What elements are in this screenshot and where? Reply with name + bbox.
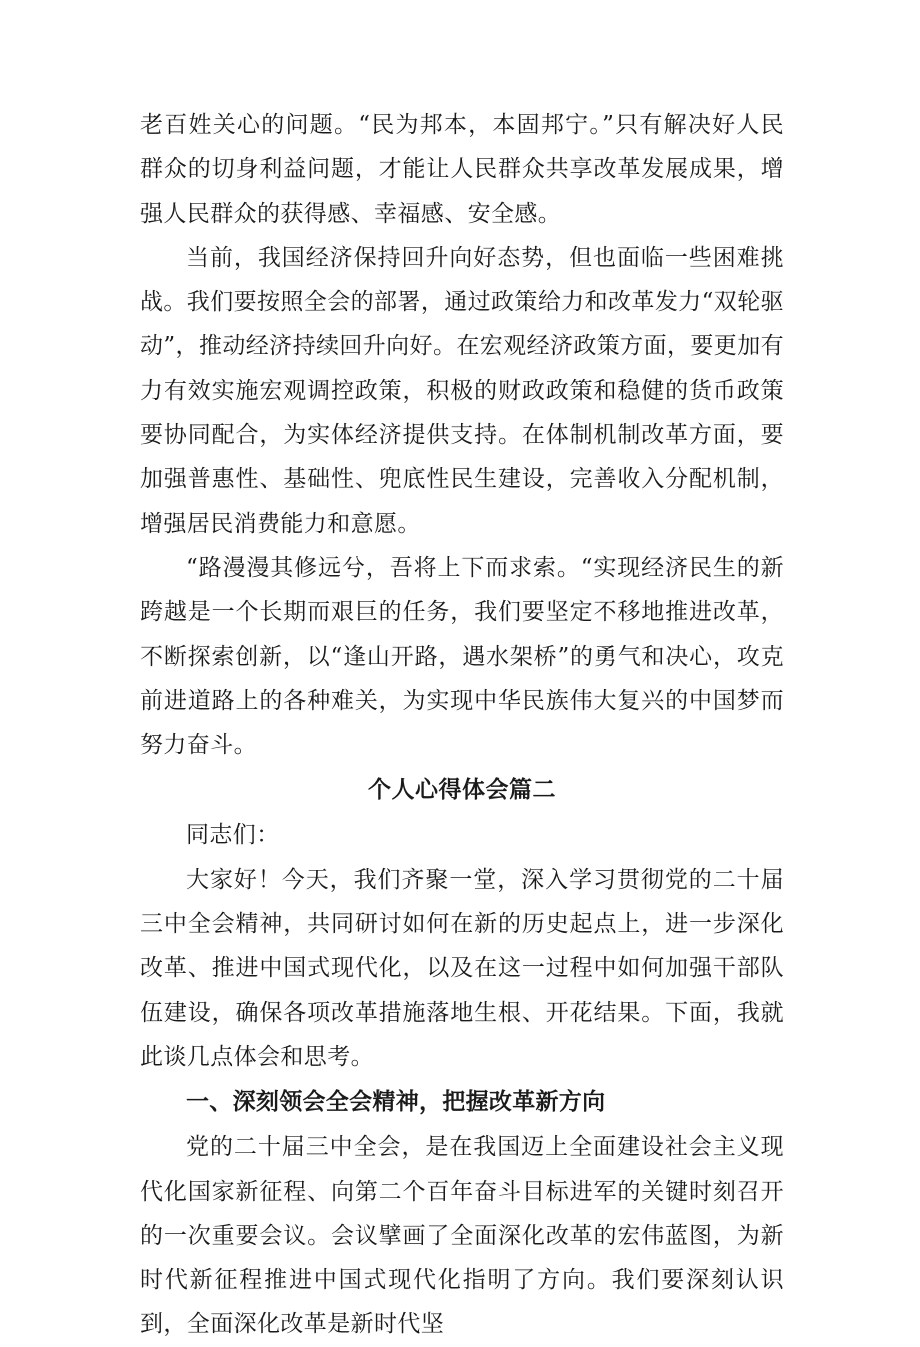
paragraph-body-1: 党的二十届三中全会，是在我国迈上全面建设社会主义现代化国家新征程、向第二个百年奋斗目标进军的关键时刻召开的一次重要会议。会议擘画了全面深化改革的宏伟蓝图，为新时代新征程推进中国式现代化指明了方向。我们要深刻认识到，全面深化改革是新时代坚: [140, 1134, 784, 1338]
paragraph-economy-recovery: 当前，我国经济保持回升向好态势，但也面临一些困难挑战。我们要按照全会的部署，通过政策给力和改革发力“双轮驱动”，推动经济持续回升向好。在宏观经济政策方面，要更加有力有效实施宏观调控政策，积极的财政政策和稳健的货币政策要协同配合，为实体经济提供支持。在体制机制改革方面，要加强普惠性、基础性、兜底性民生建设，完善收入分配机制，增强居民消费能力和意愿。: [140, 244, 784, 537]
subheading-1: 一、深刻领会全会精神，把握改革新方向: [186, 1089, 606, 1116]
salutation: 同志们：: [186, 822, 280, 849]
paragraph-people-livelihood: 老百姓关心的问题。“民为邦本，本固邦宁。”只有解决好人民群众的切身利益问题，才能让人民群众共享改革发展成果，增强人民群众的获得感、幸福感、安全感。: [140, 112, 784, 227]
paragraph-quote-reform: “路漫漫其修远兮，吾将上下而求索。“实现经济民生的新跨越是一个长期而艰巨的任务，我们要坚定不移地推进改革，不断探索创新，以“逢山开路，遇水架桥”的勇气和决心，攻克前进道路上的各种难关，为实现中华民族伟大复兴的中国梦而努力奋斗。: [140, 554, 784, 759]
section-title: 个人心得体会篇二: [368, 777, 556, 804]
paragraph-intro: 大家好！今天，我们齐聚一堂，深入学习贯彻党的二十届三中全会精神，共同研讨如何在新的历史起点上，进一步深化改革、推进中国式现代化，以及在这一过程中如何加强干部队伍建设，确保各项改革措施落地生根、开花结果。下面，我就此谈几点体会和思考。: [140, 866, 784, 1070]
document-page: [140, 103, 784, 1347]
